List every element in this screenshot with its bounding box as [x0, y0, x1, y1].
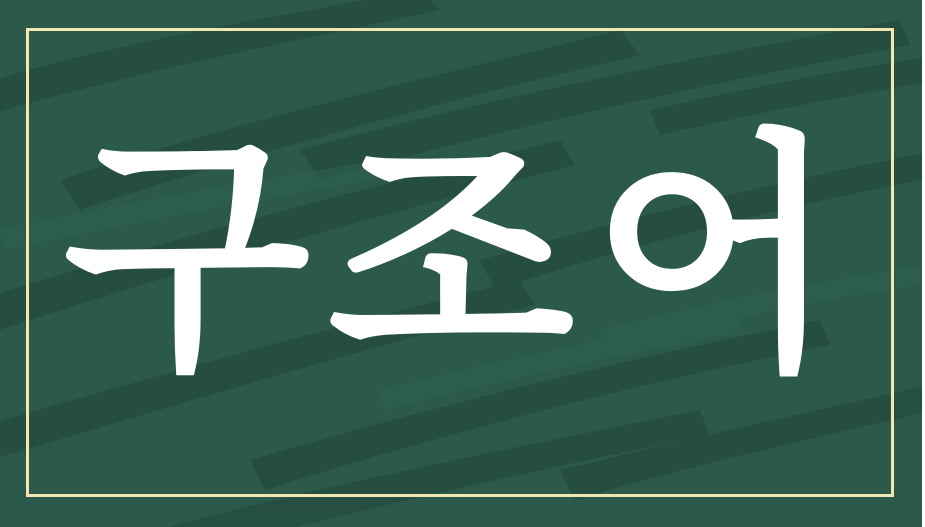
board-title: 구조어: [63, 109, 857, 406]
